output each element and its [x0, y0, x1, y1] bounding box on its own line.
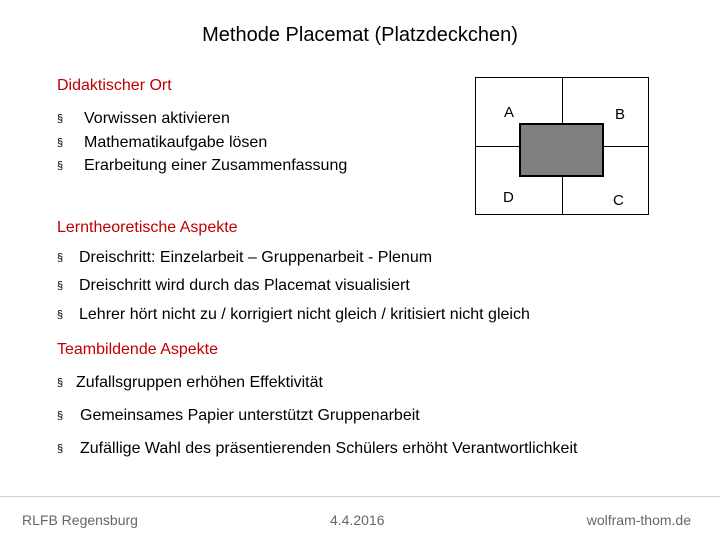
footer-divider	[0, 496, 720, 497]
bullet-icon: §	[57, 309, 64, 321]
placemat-label-a: A	[504, 104, 515, 121]
bullet-icon: §	[57, 443, 64, 455]
list-item: § Dreischritt wird durch das Placemat visualisiert	[57, 275, 63, 298]
footer-right: wolfram-thom.de	[586, 512, 691, 528]
section-heading-lerntheoretische-aspekte: Lerntheoretische Aspekte	[57, 219, 238, 236]
bullet-icon: §	[57, 280, 64, 292]
list-item: § Gemeinsames Papier unterstützt Gruppenarbeit	[57, 405, 63, 428]
list-item: § Mathematikaufgabe lösen	[57, 132, 63, 155]
section-heading-teambildende-aspekte: Teambildende Aspekte	[57, 341, 218, 358]
list-item: § Zufällige Wahl des präsentierenden Schülers erhöht Verantwortlichkeit	[57, 438, 63, 461]
bullet-icon: §	[57, 137, 64, 149]
bullet-icon: §	[57, 377, 64, 389]
page-title: Methode Placemat (Platzdeckchen)	[202, 24, 518, 46]
list-item: § Erarbeitung einer Zusammenfassung	[57, 155, 63, 178]
footer-date: 4.4.2016	[330, 512, 385, 528]
placemat-diagram	[475, 77, 649, 215]
footer-left: RLFB Regensburg	[22, 512, 138, 528]
list-item: § Lehrer hört nicht zu / korrigiert nicht gleich / kritisiert nicht gleich	[57, 304, 63, 327]
bullet-icon: §	[57, 252, 64, 264]
placemat-center-field	[519, 123, 604, 177]
list-item: § Vorwissen aktivieren	[57, 108, 63, 131]
section-heading-didaktischer-ort: Didaktischer Ort	[57, 77, 172, 94]
placemat-label-b: B	[615, 106, 626, 123]
list-item: § Zufallsgruppen erhöhen Effektivität	[57, 372, 63, 395]
bullet-icon: §	[57, 410, 64, 422]
list-item: § Dreischritt: Einzelarbeit – Gruppenarbeit - Plenum	[57, 247, 63, 270]
bullet-icon: §	[57, 160, 64, 172]
placemat-label-c: C	[613, 192, 624, 209]
placemat-label-d: D	[503, 189, 514, 206]
bullet-icon: §	[57, 113, 64, 125]
